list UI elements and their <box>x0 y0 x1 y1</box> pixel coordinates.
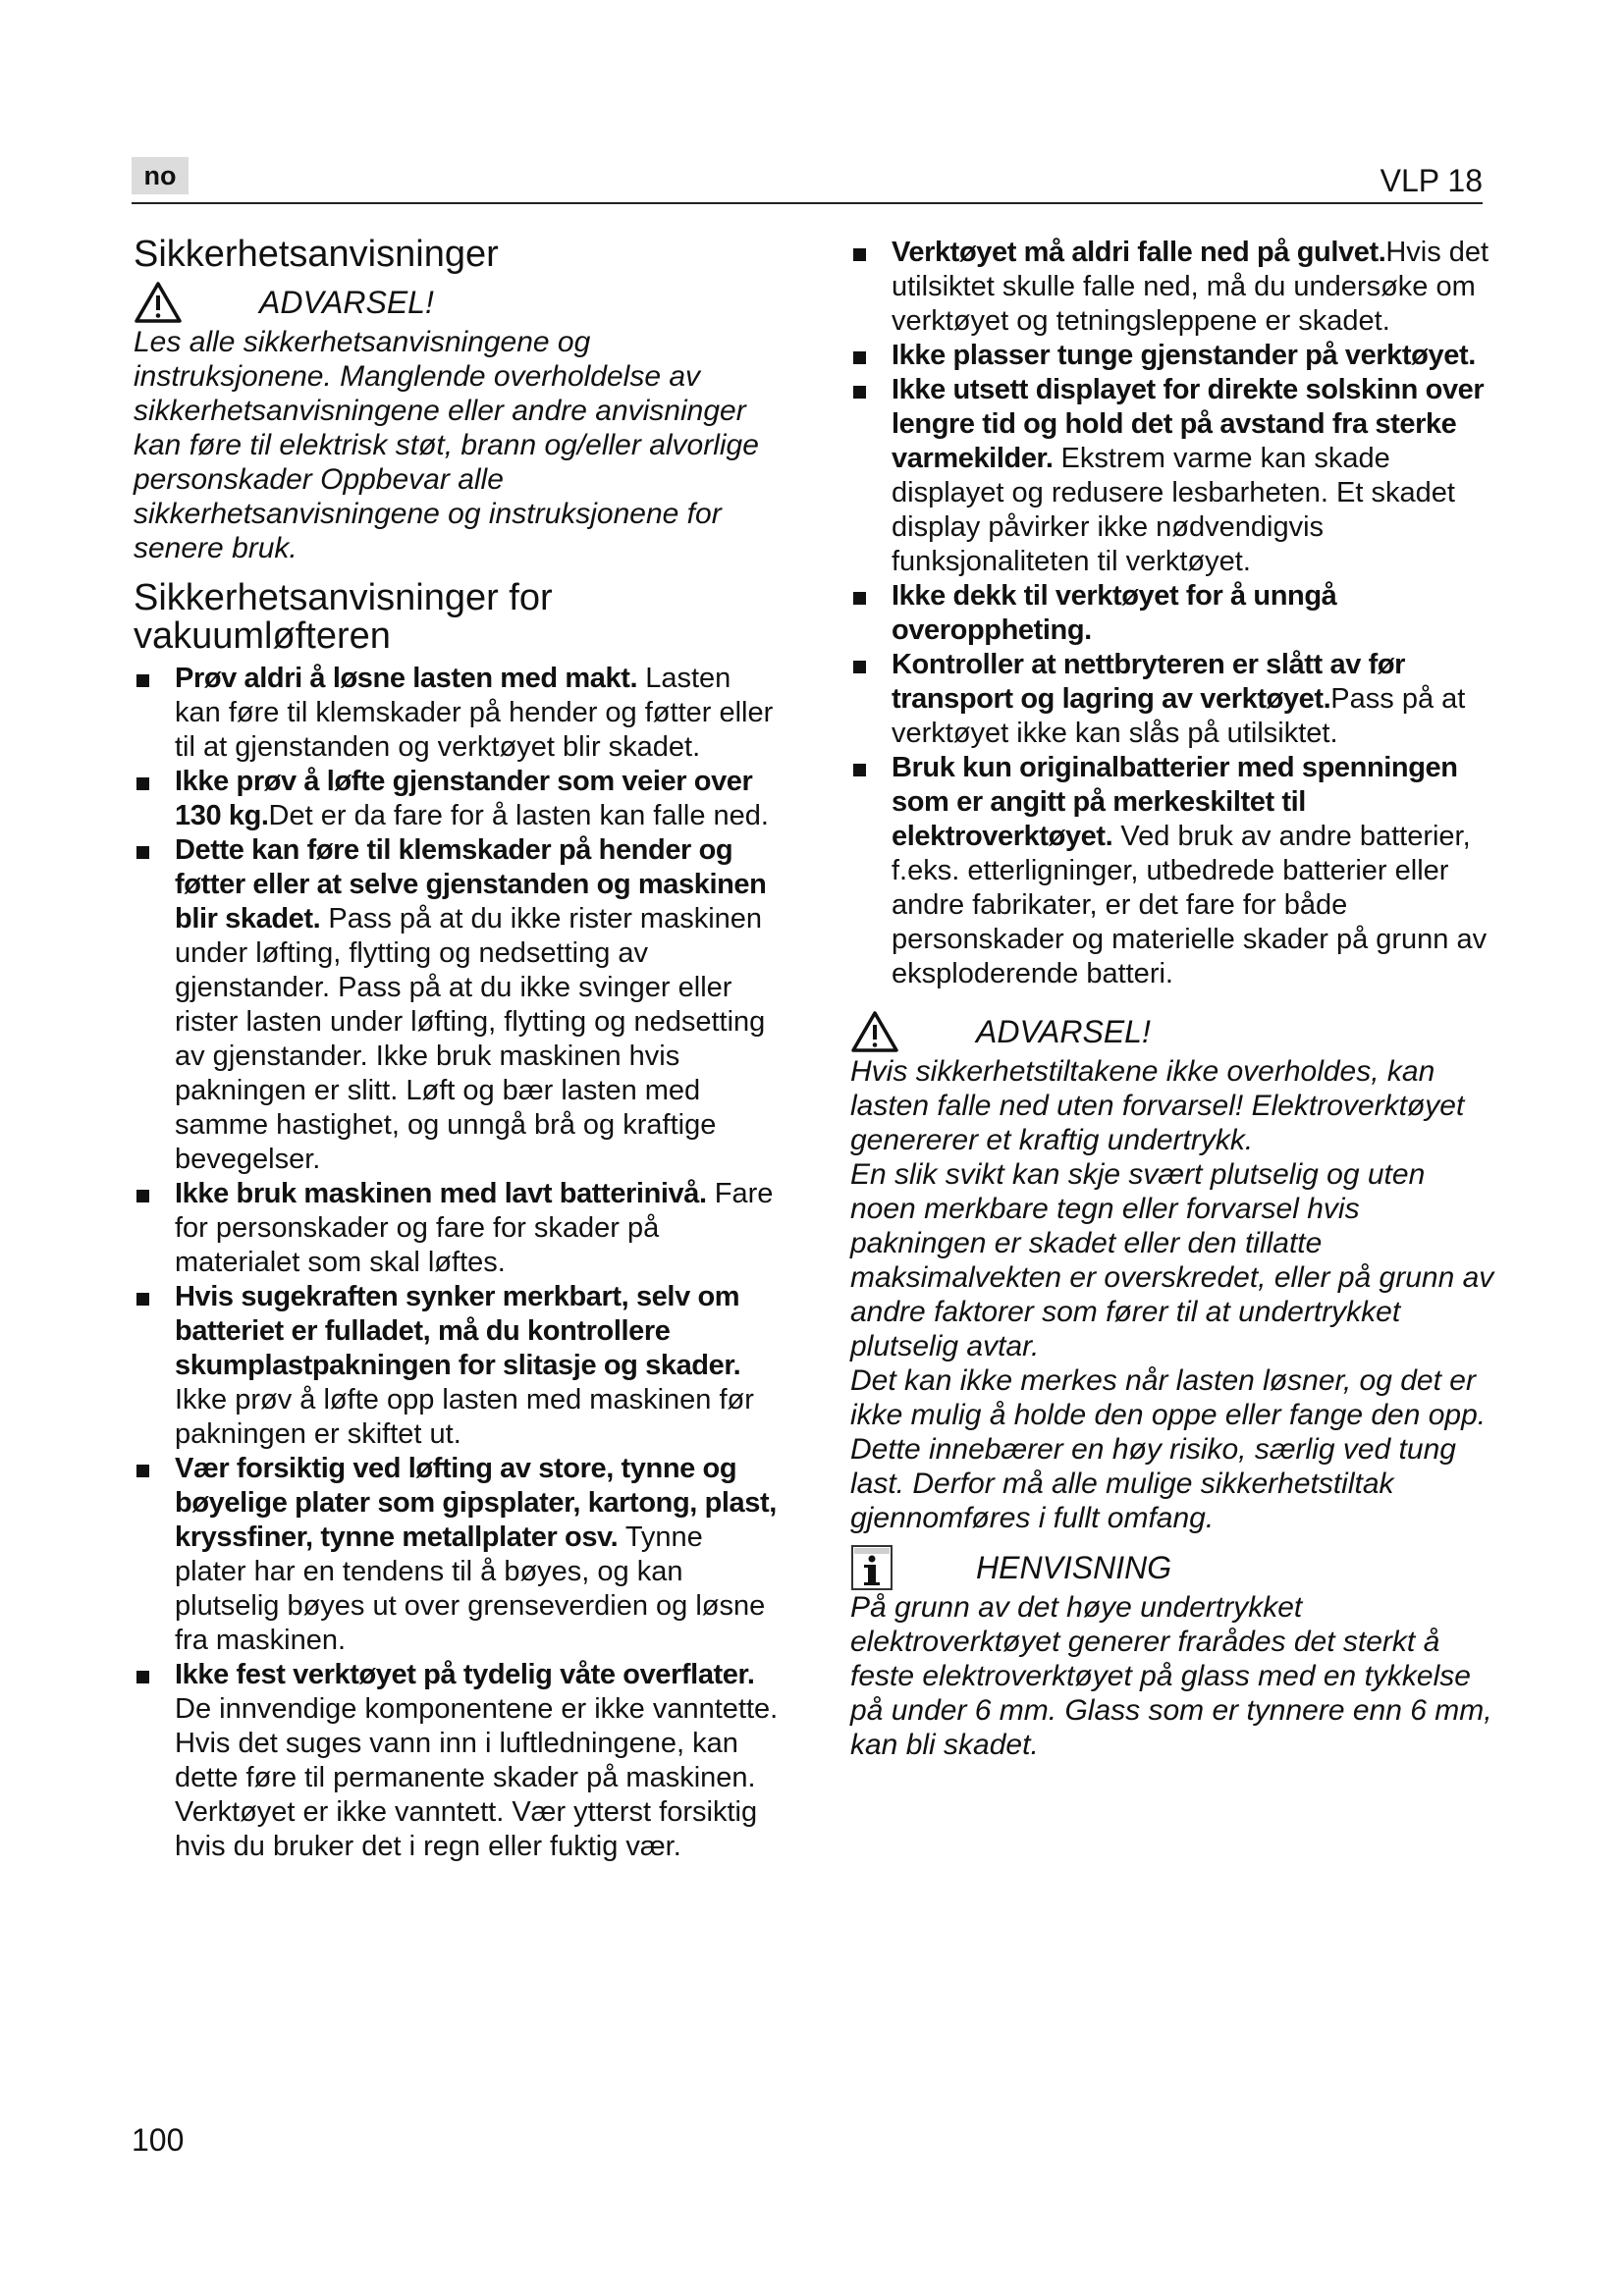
page-number: 100 <box>132 2122 185 2158</box>
list-item: Ikke plasser tunge gjenstander på verktøyet. <box>850 339 1498 373</box>
right-column <box>850 236 1498 1762</box>
warning-text-p3: Det kan ikke merkes når lasten løsner, og det er ikke mulig å holde den oppe eller fange den opp. Dette innebærer en høy risiko, særlig ved tung last. Derfor må alle mulige sikkerhetstiltak gjennomføres i fullt omfang. <box>850 1364 1487 1534</box>
list-item: Prøv aldri å løsne lasten med makt. Lasten kan føre til klemskader på hender og føtter eller til at gjenstanden og verktøyet blir skadet. <box>134 662 782 765</box>
list-item: Vær forsiktig ved løfting av store, tynne og bøyelige plater som gipsplater, kartong, plast, kryssfiner, tynne metallplater osv. Tynne plater har en tendens til å bøyes, og kan plutselig bøyes ut over grenseverdien og løsne fra maskinen. <box>134 1452 782 1658</box>
warning-heading <box>134 280 782 325</box>
warning-heading-2 <box>850 1009 1498 1054</box>
language-badge: no <box>132 157 189 194</box>
info-icon <box>850 1544 893 1591</box>
list-item: Kontroller at nettbryteren er slått av før transport og lagring av verktøyet.Pass på at verktøyet ikke kan slås på utilsiktet. <box>850 648 1498 751</box>
warning-text-p2: En slik svikt kan skje svært plutselig og uten noen merkbare tegn eller forvarsel hvis pakningen er skadet eller den tillatte maksimalvekten er overskredet, eller på grunn av andre faktorer som fører til at undertrykket plutselig avtar. <box>850 1158 1494 1362</box>
header-rule <box>132 202 1483 204</box>
list-item: Ikke bruk maskinen med lavt batterinivå. Fare for personskader og fare for skader på materialet som skal løftes. <box>134 1177 782 1280</box>
note-label: HENVISNING <box>976 1549 1172 1585</box>
list-item: Bruk kun originalbatterier med spenningen som er angitt på merkeskiltet til elektroverktøyet. Ved bruk av andre batterier, f.eks. etterligninger, utbedrede batterier eller andre fabrikater, er det fare for både personskader og materielle skader på grunn av eksploderende batteri. <box>850 751 1498 991</box>
list-item: Ikke prøv å løfte gjenstander som veier over 130 kg.Det er da fare for å lasten kan falle ned. <box>134 765 782 833</box>
right-safety-list <box>850 236 1498 991</box>
list-item: Verktøyet må aldri falle ned på gulvet.Hvis det utilsiktet skulle falle ned, må du undersøke om verktøyet og tetningsleppene er skadet. <box>850 236 1498 339</box>
warning-label: ADVARSEL! <box>976 1013 1151 1049</box>
list-item: Dette kan føre til klemskader på hender og føtter eller at selve gjenstanden og maskinen blir skadet. Pass på at du ikke rister maskinen under løfting, flytting og nedsetting av gjenstander. Pass på at du ikke svinger eller rister lasten under løfting, flytting og nedsetting av gjenstander. Ikke bruk maskinen hvis pakningen er slitt. Løft og bær lasten med samme hastighet, og unngå brå og kraftige bevegelser. <box>134 833 782 1177</box>
warning-label: ADVARSEL! <box>259 284 434 320</box>
left-column <box>134 236 782 1864</box>
note-text: På grunn av det høye undertrykket elektroverktøyet generer frarådes det sterkt å feste elektroverktøyet på glass med en tykkelse på under 6 mm. Glass som er tynnere enn 6 mm, kan bli skadet. <box>850 1591 1492 1761</box>
warning-text-p1: Hvis sikkerhetstiltakene ikke overholdes, kan lasten falle ned uten forvarsel! Elektroverktøyet genererer et kraftig undertrykk. <box>850 1055 1465 1156</box>
warning-triangle-icon <box>134 281 183 324</box>
note-heading <box>850 1545 1498 1590</box>
section-title-vacuum-lifter: Sikkerhetsanvisninger for vakuumløfteren <box>134 577 553 657</box>
section-title-safety: Sikkerhetsanvisninger <box>134 234 499 275</box>
model-name: VLP 18 <box>1380 163 1483 198</box>
list-item: Ikke fest verktøyet på tydelig våte overflater. De innvendige komponentene er ikke vanntette. Hvis det suges vann inn i luftledningene, kan dette føre til permanente skader på maskinen. Verktøyet er ikke vanntett. Vær ytterst forsiktig hvis du bruker det i regn eller fuktig vær. <box>134 1658 782 1864</box>
list-item: Ikke utsett displayet for direkte solskinn over lengre tid og hold det på avstand fra sterke varmekilder. Ekstrem varme kan skade displayet og redusere lesbarheten. Et skadet display påvirker ikke nødvendigvis funksjonaliteten til verktøyet. <box>850 373 1498 579</box>
list-item: Hvis sugekraften synker merkbart, selv om batteriet er fulladet, må du kontrollere skumplastpakningen for slitasje og skader. Ikke prøv å løfte opp lasten med maskinen før pakningen er skiftet ut. <box>134 1280 782 1452</box>
warning-triangle-icon <box>850 1010 899 1053</box>
list-item: Ikke dekk til verktøyet for å unngå overoppheting. <box>850 579 1498 648</box>
left-safety-list <box>134 662 782 1864</box>
warning-text: Les alle sikkerhetsanvisningene og instruksjonene. Manglende overholdelse av sikkerhetsanvisningene eller andre anvisninger kan føre til elektrisk støt, brann og/eller alvorlige personskader Oppbevar alle sikkerhetsanvisningene og instruksjonene for senere bruk. <box>134 326 759 564</box>
